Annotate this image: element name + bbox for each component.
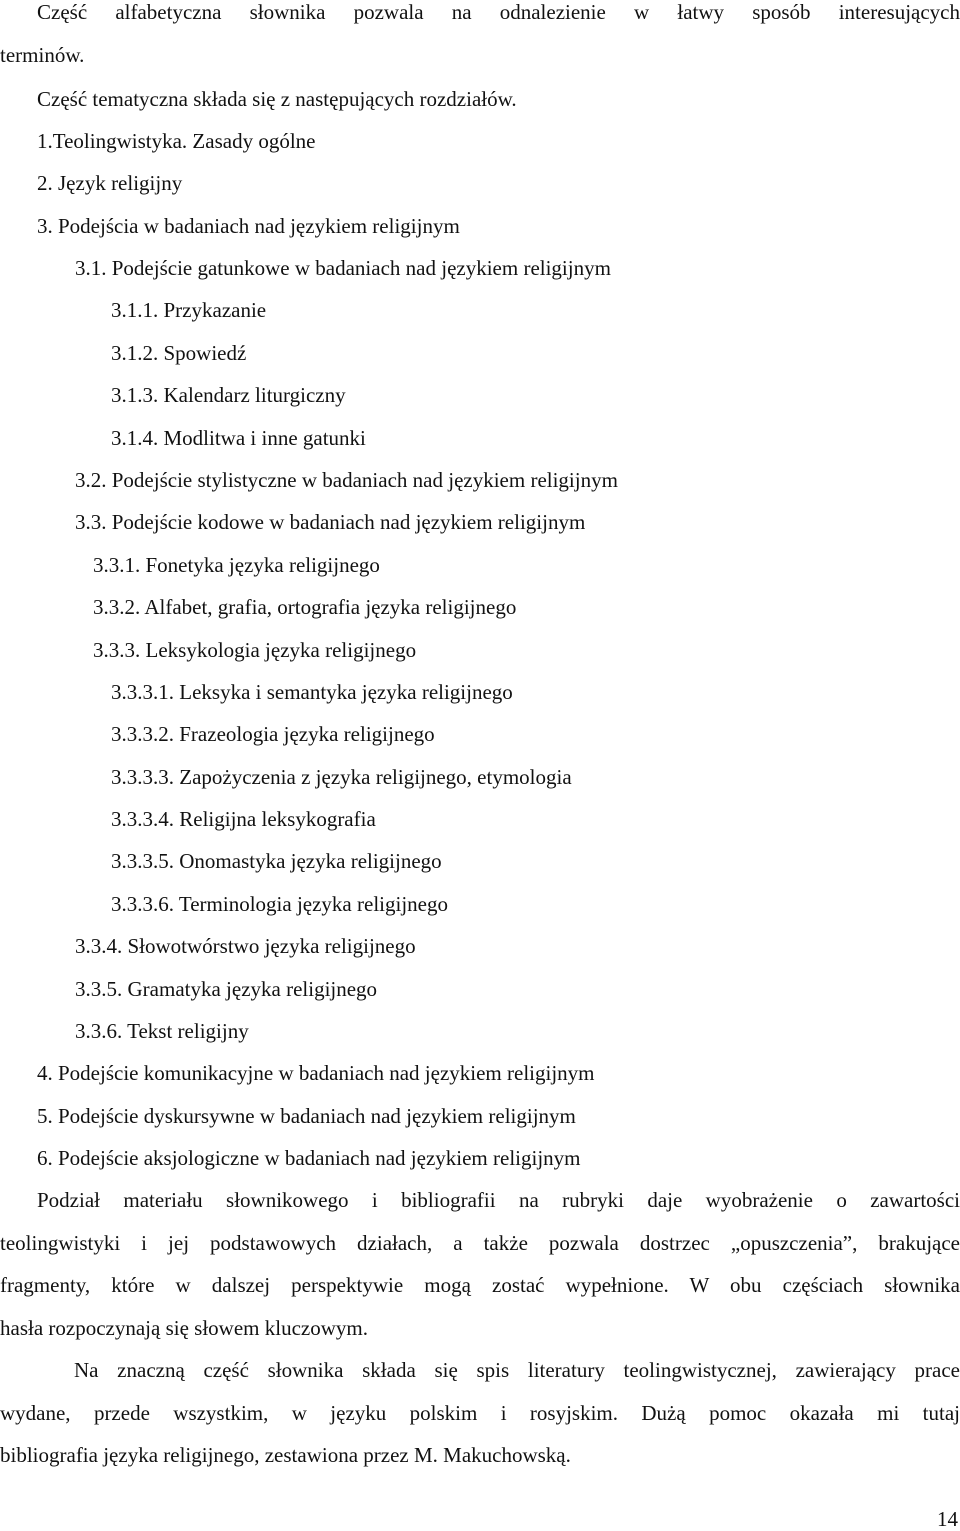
toc-entry: 3.3. Podejście kodowe w badaniach nad językiem religijnym <box>75 510 586 534</box>
toc-entry: 3.1.4. Modlitwa i inne gatunki <box>111 426 366 450</box>
toc-entry: 3.3.3.1. Leksyka i semantyka języka religijnego <box>111 680 513 704</box>
toc-entry: 3.3.3.3. Zapożyczenia z języka religijnego, etymologia <box>111 765 572 789</box>
toc-entry: 3.3.5. Gramatyka języka religijnego <box>75 977 378 1001</box>
toc-entry: 3.2. Podejście stylistyczne w badaniach nad językiem religijnym <box>75 468 618 492</box>
paragraph-line: hasła rozpoczynają się słowem kluczowym. <box>0 1315 368 1340</box>
toc-entry: 4. Podejście komunikacyjne w badaniach nad językiem religijnym <box>37 1061 595 1085</box>
toc-entry: 3.3.3. Leksykologia języka religijnego <box>93 638 417 662</box>
toc-entry: 3.3.3.6. Terminologia języka religijnego <box>111 892 448 916</box>
paragraph-line: teolingwistyki i jej podstawowych działach, a także pozwala dostrzec „opuszczenia”, brakujące <box>0 1230 960 1255</box>
toc-entry: 3.3.3.5. Onomastyka języka religijnego <box>111 849 442 873</box>
toc-entry: 3.1. Podejście gatunkowe w badaniach nad językiem religijnym <box>75 256 611 280</box>
toc-intro: Część tematyczna składa się z następujących rozdziałów. <box>37 87 517 111</box>
paragraph-line: Na znaczną część słownika składa się spis literatury teolingwistycznej, zawierający prace <box>74 1358 960 1382</box>
toc-entry: 3.1.2. Spowiedź <box>111 341 247 365</box>
toc-entry: 3.1.1. Przykazanie <box>111 298 267 322</box>
body-paragraph <box>0 1349 960 1477</box>
paragraph-line: wydane, przede wszystkim, w języku polskim i rosyjskim. Dużą pomoc okazała mi tutaj <box>0 1400 960 1425</box>
paragraph-line: bibliografia języka religijnego, zestawiona przez M. Makuchowską. <box>0 1443 571 1467</box>
toc-entry: 3.3.6. Tekst religijny <box>75 1019 249 1043</box>
paragraph-line: Część alfabetyczna słownika pozwala na odnalezienie w łatwy sposób interesujących <box>37 0 960 24</box>
page-number: 14 <box>937 1507 958 1531</box>
toc-entry: 3.3.3.2. Frazeologia języka religijnego <box>111 722 435 746</box>
toc-entry: 3.3.4. Słowotwórstwo języka religijnego <box>75 934 416 958</box>
paragraph-line: terminów. <box>0 42 85 67</box>
toc-entry: 1.Teolingwistyka. Zasady ogólne <box>37 129 316 153</box>
toc-entry: 3. Podejścia w badaniach nad językiem religijnym <box>37 214 460 238</box>
intro-paragraph <box>0 0 960 76</box>
toc-entry: 3.3.3.4. Religijna leksykografia <box>111 807 376 831</box>
toc-entry: 3.3.1. Fonetyka języka religijnego <box>93 553 380 577</box>
body-paragraph <box>0 1179 960 1349</box>
toc-entry: 3.1.3. Kalendarz liturgiczny <box>111 383 346 407</box>
toc-entry: 2. Język religijny <box>37 171 183 195</box>
toc-entry: 6. Podejście aksjologiczne w badaniach nad językiem religijnym <box>37 1146 581 1170</box>
paragraph-line: Podział materiału słownikowego i bibliografii na rubryki daje wyobrażenie o zawartości <box>37 1188 960 1212</box>
toc-entry: 3.3.2. Alfabet, grafia, ortografia języka religijnego <box>93 595 517 619</box>
toc-entry: 5. Podejście dyskursywne w badaniach nad językiem religijnym <box>37 1104 576 1128</box>
paragraph-line: fragmenty, które w dalszej perspektywie mogą zostać wypełnione. W obu częściach słownika <box>0 1273 960 1297</box>
